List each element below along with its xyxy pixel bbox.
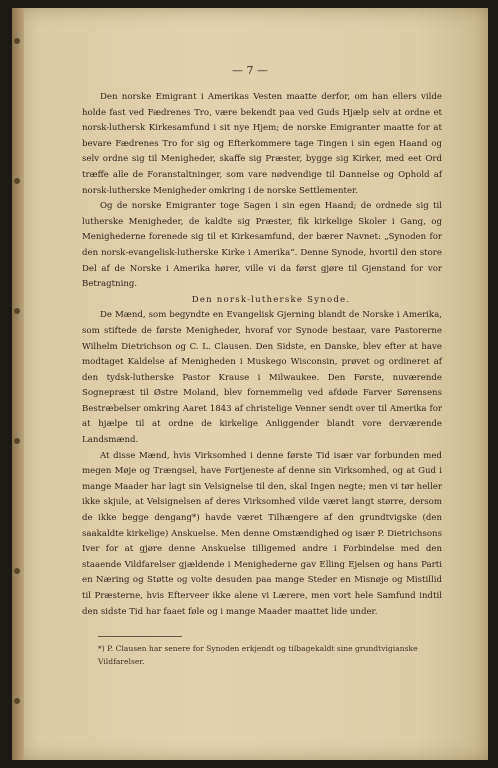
- page-number: — 7 —: [232, 64, 268, 77]
- binding-stitch: [14, 698, 20, 704]
- main-text: [82, 90, 442, 620]
- footnote-divider: [98, 636, 182, 637]
- binding-stitch: [14, 438, 20, 444]
- book-binding: [12, 8, 24, 760]
- binding-stitch: [14, 38, 20, 44]
- paragraph: Den norske Emigrant i Amerikas Vesten maatte derfor, om han ellers vilde holde fast ved Fædrenes Tro, være bekendt paa ved Guds Hjælp selv at ordne et norsk-luthersk Kirkesamfund i sit nye Hjem; de norske Emigranter maatte for at bevare Fædrenes Tro for sig og Efterkommere tage Tingen i sin egen Haand og selv ordne sig til Menigheder, skaffe sig Præster, bygge sig Kirker, med eet Ord træffe alle de Foranstaltninger, som vare nødvendige til Dannelse og Ophold af norsk-lutherske Menigheder omkring i de norske Settlementer.: [82, 92, 442, 196]
- paragraph: Og de norske Emigranter toge Sagen i sin egen Haand; de ordnede sig til lutherske Menigheder, de kaldte sig Præster, fik kirkelige Skoler i Gang, og Menighederne forenede sig til et Kirkesamfund, der bærer Navnet: „Synoden for den norsk-evangelisk-lutherske Kirke i Amerika“. Denne Synode, hvortil den store Del af de Norske i Amerika hører, ville vi da først gjøre til Gjenstand for vor Betragtning.: [82, 201, 442, 290]
- binding-stitch: [14, 308, 20, 314]
- binding-stitch: [14, 178, 20, 184]
- footnote-text: *) P. Clausen har senere for Synoden erkjendt og tilbagekaldt sine grundtvigianske Vildfarelser.: [98, 644, 418, 666]
- paragraph: De Mænd, som begyndte en Evangelisk Gjerning blandt de Norske i Amerika, som stiftede de første Menigheder, hvoraf vor Synode bestaar, vare Pastorerne Wilhelm Dietrichson og C. L. Clausen. Den Sidste, en Danske, blev efter at have modtaget Kaldelse af Menigheden i Muskego Wisconsin, prøvet og ordineret af den tydsk-lutherske Pastor Krause i Milwaukee. Den Første, nuværende Sognepræst til Østre Moland, blev fornemmelig ved afdøde Farver Sørensens Bestræbelser omkring Aaret 1843 af christelige Venner sendt over til Amerika for at hjælpe til at ordne de kirkelige Anliggender blandt vore derværende Landsmænd.: [82, 310, 442, 446]
- binding-stitch: [14, 568, 20, 574]
- footnote: [98, 642, 444, 668]
- section-title: Den norsk-lutherske Synode.: [191, 294, 351, 305]
- paragraph: At disse Mænd, hvis Virksomhed i denne første Tid især var forbunden med megen Møje og Trængsel, have Fortjeneste af denne sin Virksomhed, og at Gud i mange Maader har lagt sin Velsignelse til den, skal Ingen negte; men vi tør heller ikke skjule, at Velsignelsen af deres Virksomhed vilde været langt større, dersom de ikke begge dengang*) havde været Tilhængere af den grundtvigske (den saakaldte kirkelige) Anskuelse. Men denne Omstændighed og især P. Dietrichsons Iver for at gjøre denne Anskuelse tilligemed andre i Forbindelse med den staaende Vildfarelser gjældende i Menighederne gav Elling Ejelsen og hans Parti en Næring og Støtte og volte desuden paa mange Steder en Misnøje og Mistillid til Præsterne, hvis Efterveer ikke alene vi Lærere, men vort hele Samfund indtil den sidste Tid har faaet føle og i mange Maader maattet lide under.: [82, 450, 442, 617]
- document-page: [12, 8, 488, 760]
